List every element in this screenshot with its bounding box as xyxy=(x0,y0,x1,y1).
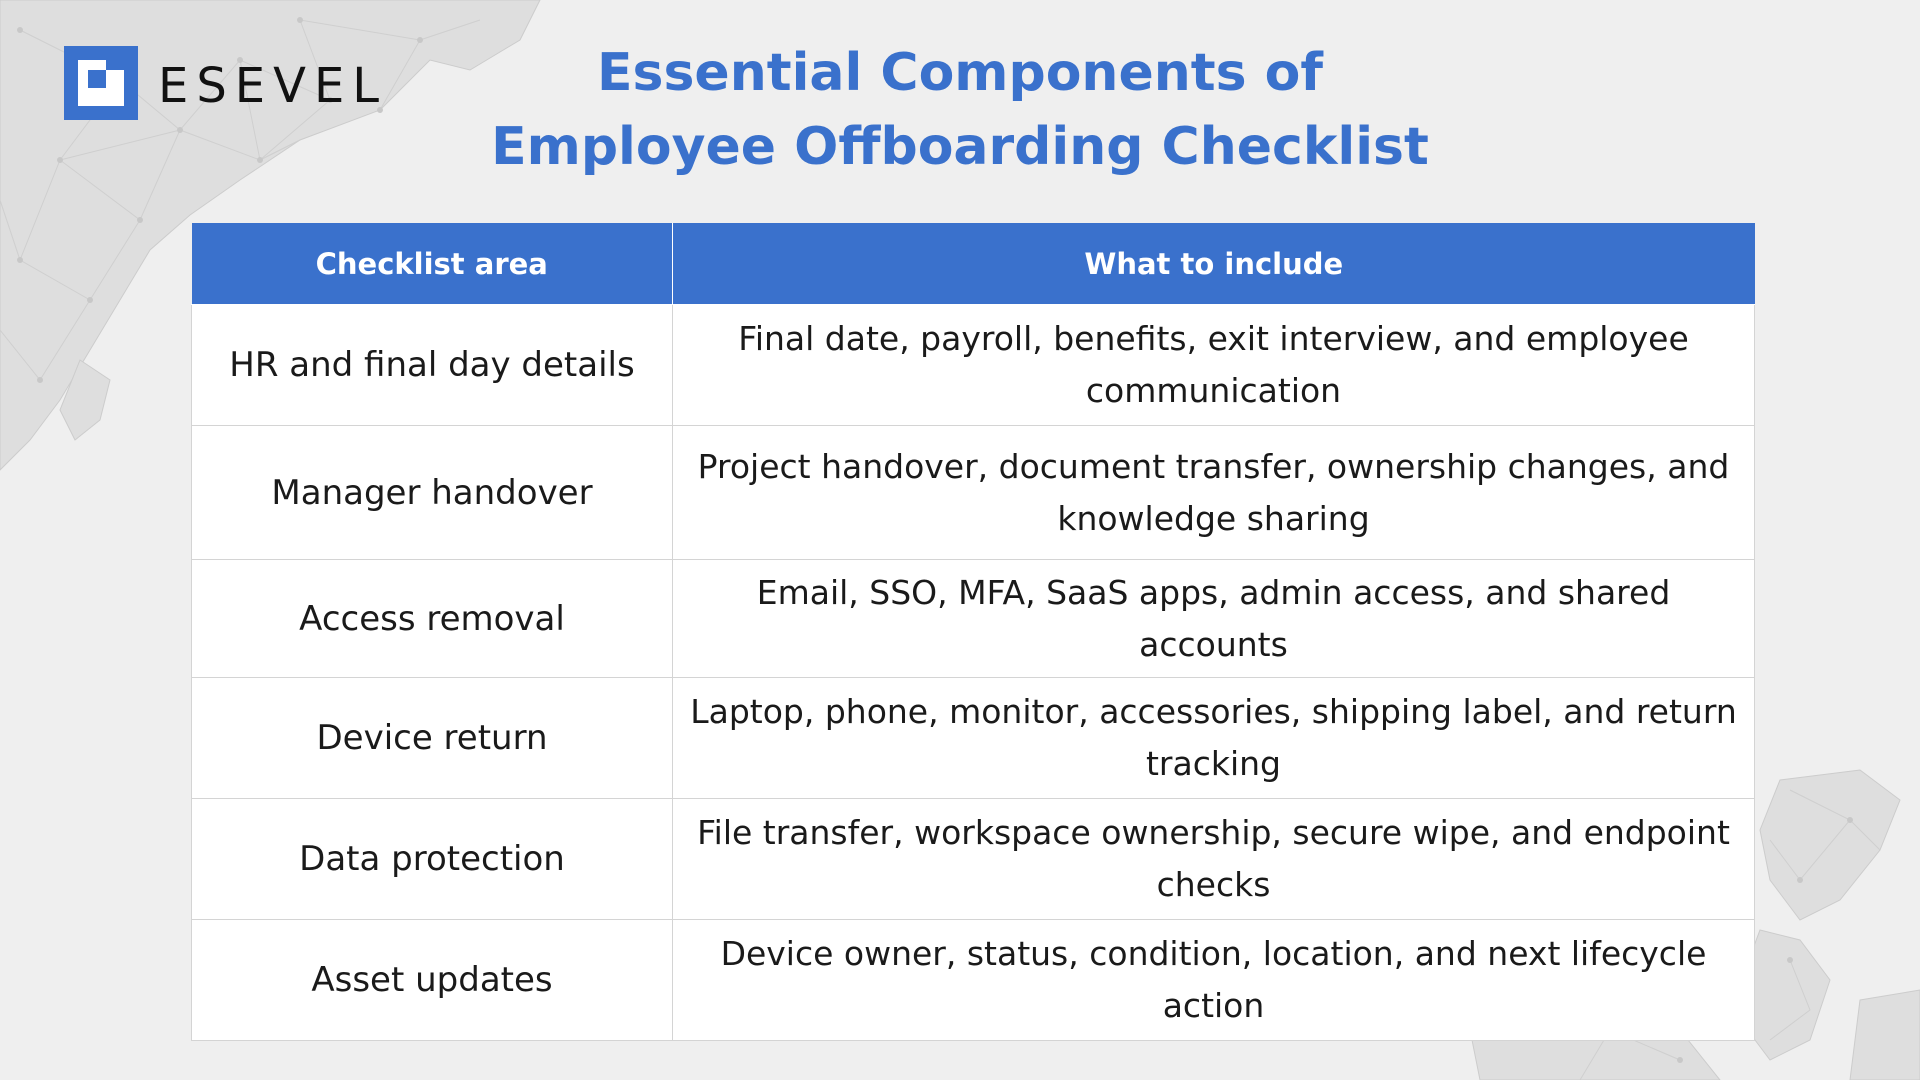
checklist-area-cell: Device return xyxy=(192,678,673,799)
checklist-area-cell: HR and final day details xyxy=(192,305,673,426)
table-row xyxy=(192,426,1755,560)
table-row xyxy=(192,560,1755,678)
table-row xyxy=(192,799,1755,920)
page-title-line-1: Essential Components of xyxy=(597,43,1323,103)
table-row xyxy=(192,678,1755,799)
what-to-include-cell: Final date, payroll, benefits, exit interview, and employee communication xyxy=(673,305,1755,426)
checklist-area-cell: Data protection xyxy=(192,799,673,920)
table-header-row xyxy=(192,223,1755,305)
column-header-checklist-area: Checklist area xyxy=(192,223,673,305)
table-row xyxy=(192,920,1755,1041)
esevel-square-logo-icon xyxy=(64,46,138,120)
checklist-area-cell: Manager handover xyxy=(192,426,673,560)
brand-logo xyxy=(64,46,387,120)
brand-name: ESEVEL xyxy=(158,58,388,114)
table-row xyxy=(192,305,1755,426)
what-to-include-cell: File transfer, workspace ownership, secure wipe, and endpoint checks xyxy=(673,799,1755,920)
page-title-line-2: Employee Offboarding Checklist xyxy=(491,117,1429,177)
what-to-include-cell: Laptop, phone, monitor, accessories, shipping label, and return tracking xyxy=(673,678,1755,799)
what-to-include-cell: Email, SSO, MFA, SaaS apps, admin access, and shared accounts xyxy=(673,560,1755,678)
offboarding-checklist-table xyxy=(191,223,1755,1041)
what-to-include-cell: Device owner, status, condition, location, and next lifecycle action xyxy=(673,920,1755,1041)
what-to-include-cell: Project handover, document transfer, ownership changes, and knowledge sharing xyxy=(673,426,1755,560)
checklist-area-cell: Access removal xyxy=(192,560,673,678)
column-header-what-to-include: What to include xyxy=(673,223,1755,305)
checklist-area-cell: Asset updates xyxy=(192,920,673,1041)
page-title xyxy=(420,36,1500,184)
